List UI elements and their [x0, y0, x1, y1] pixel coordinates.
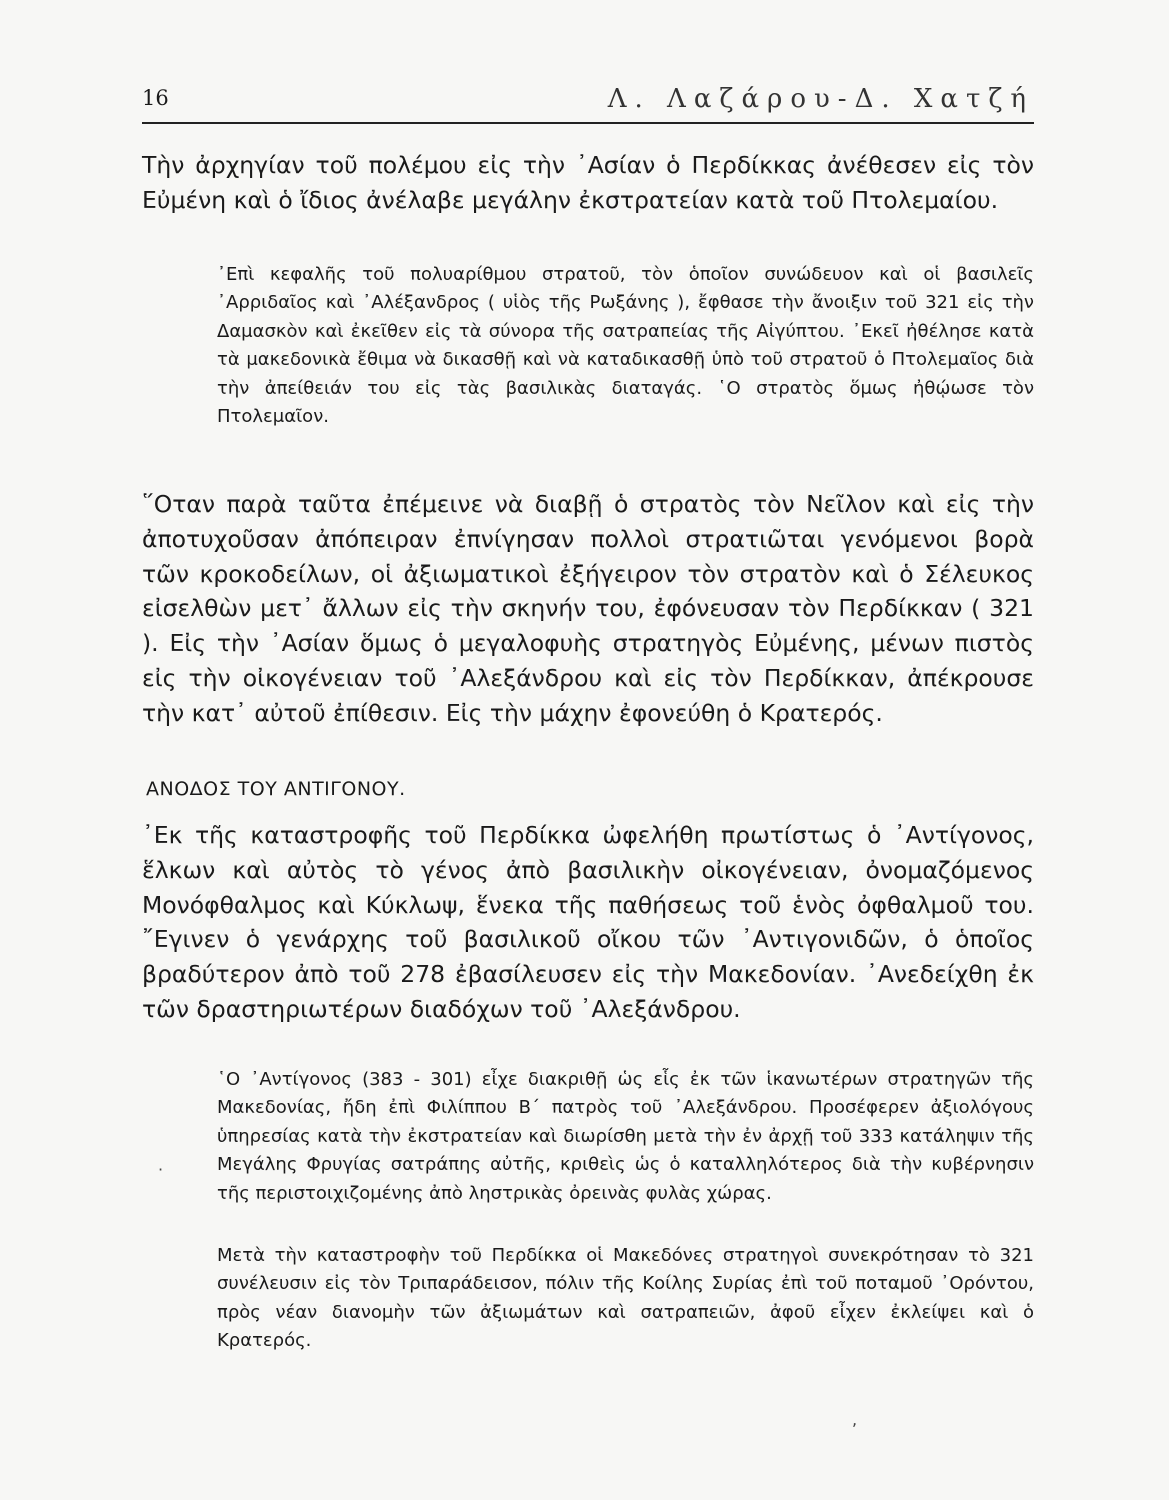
paragraph-1: Τὴν ἀρχηγίαν τοῦ πολέμου εἰς τὴν ᾿Ασίαν ὁ Περδίκκας ἀνέθεσεν εἰς τὸν Εὐμένη καὶ ὁ ἴδιος ἀνέλαβε μεγάλην ἐκστρατείαν κατὰ τοῦ Πτολεμαίου.	[142, 151, 1034, 214]
stray-mark: ·	[158, 1160, 164, 1179]
paragraph-5-small: ῾Ο ᾿Αντίγονος (383 - 301) εἶχε διακριθῇ ὡς εἷς ἐκ τῶν ἱκανωτέρων στρατηγῶν τῆς Μακεδονίας, ἤδη ἐπὶ Φιλίππου Β΄ πατρὸς τοῦ ᾿Αλεξάνδρου. Προσέφερεν ἀξιολόγους ὑπηρεσίας κατὰ τὴν ἐκστρατείαν καὶ διωρίσθη μετὰ τὴν ἐν ἀρχῇ τοῦ 333 κατάληψιν τῆς Μεγάλης Φρυγίας σατράπης αὐτῆς, κριθεὶς ὡς ὁ καταλληλότερος διὰ τὴν κυβέρνησιν τῆς περιστοιχιζομένης ἀπὸ ληστρικὰς ὀρεινὰς φυλὰς χώρας.	[217, 1069, 1034, 1204]
section-heading: ΑΝΟΔΟΣ ΤΟΥ ΑΝΤΙΓΟΝΟΥ.	[146, 778, 406, 800]
paragraph-4: ᾿Εκ τῆς καταστροφῆς τοῦ Περδίκκα ὠφελήθη πρωτίστως ὁ ᾿Αντίγονος, ἕλκων καὶ αὐτὸς τὸ γένος ἀπὸ βασιλικὴν οἰκογένειαν, ὀνομαζόμενος Μονόφθαλμος καὶ Κύκλωψ, ἕνεκα τῆς παθήσεως τοῦ ἑνὸς ὀφθαλμοῦ του. ῎Εγινεν ὁ γενάρχης τοῦ βασιλικοῦ οἴκου τῶν ᾿Αντιγονιδῶν, ὁ ὁποῖος βραδύτερον ἀπὸ τοῦ 278 ἐβασίλευσεν εἰς τὴν Μακεδονίαν. ᾿Ανεδείχθη ἐκ τῶν δραστηριωτέρων διαδόχων τοῦ ᾿Αλεξάνδρου.	[142, 821, 1034, 1023]
paragraph-6-small: Μετὰ τὴν καταστροφὴν τοῦ Περδίκκα οἱ Μακεδόνες στρατηγοὶ συνεκρότησαν τὸ 321 συνέλευσιν εἰς τὸν Τριπαράδεισον, πόλιν τῆς Κοίλης Συρίας ἐπὶ τοῦ ποταμοῦ ᾿Ορόντου, πρὸς νέαν διανομὴν τῶν ἀξιωμάτων καὶ σατραπειῶν, ἀφοῦ εἶχεν ἐκλείψει καὶ ὁ Κρατερός.	[217, 1245, 1034, 1352]
running-head: Λ. Λαζάρου-Δ. Χατζή	[607, 84, 1034, 114]
paragraph-3: ῞Οταν παρὰ ταῦτα ἐπέμεινε νὰ διαβῇ ὁ στρατὸς τὸν Νεῖλον καὶ εἰς τὴν ἀποτυχοῦσαν ἀπόπειραν ἐπνίγησαν πολλοὶ στρατιῶται γενόμενοι βορὰ τῶν κροκοδείλων, οἱ ἀξιωματικοὶ ἐξήγειρον τὸν στρατὸν καὶ ὁ Σέλευκος εἰσελθὼν μετ᾿ ἄλλων εἰς τὴν σκηνήν του, ἐφόνευσαν τὸν Περδίκκαν ( 321 ). Εἰς τὴν ᾿Ασίαν ὅμως ὁ μεγαλοφυὴς στρατηγὸς Εὐμένης, μένων πιστὸς εἰς τὴν οἰκογένειαν τοῦ ᾿Αλεξάνδρου καὶ εἰς τὸν Περδίκκαν, ἀπέκρουσε τὴν κατ᾿ αὐτοῦ ἐπίθεσιν. Εἰς τὴν μάχην ἐφονεύθη ὁ Κρατερός.	[142, 490, 1034, 727]
stray-mark: ,	[852, 1410, 858, 1429]
page-header	[142, 86, 1034, 122]
header-rule	[142, 122, 1034, 124]
page-number: 16	[142, 86, 169, 110]
paragraph-2-small: ᾿Επὶ κεφαλῆς τοῦ πολυαρίθμου στρατοῦ, τὸν ὁποῖον συνώδευον καὶ οἱ βασιλεῖς ᾿Αρριδαῖος καὶ ᾿Αλέξανδρος ( υἱὸς τῆς Ρωξάνης ), ἔφθασε τὴν ἄνοιξιν τοῦ 321 εἰς τὴν Δαμασκὸν καὶ ἐκεῖθεν εἰς τὰ σύνορα τῆς σατραπείας τῆς Αἰγύπτου. ᾿Εκεῖ ἠθέλησε κατὰ τὰ μακεδονικὰ ἔθιμα νὰ δικασθῇ καὶ νὰ καταδικασθῇ ὑπὸ τοῦ στρατοῦ ὁ Πτολεμαῖος διὰ τὴν ἀπείθειάν του εἰς τὰς βασιλικὰς διαταγάς. ῾Ο στρατὸς ὅμως ἠθῴωσε τὸν Πτολεμαῖον.	[217, 264, 1034, 428]
